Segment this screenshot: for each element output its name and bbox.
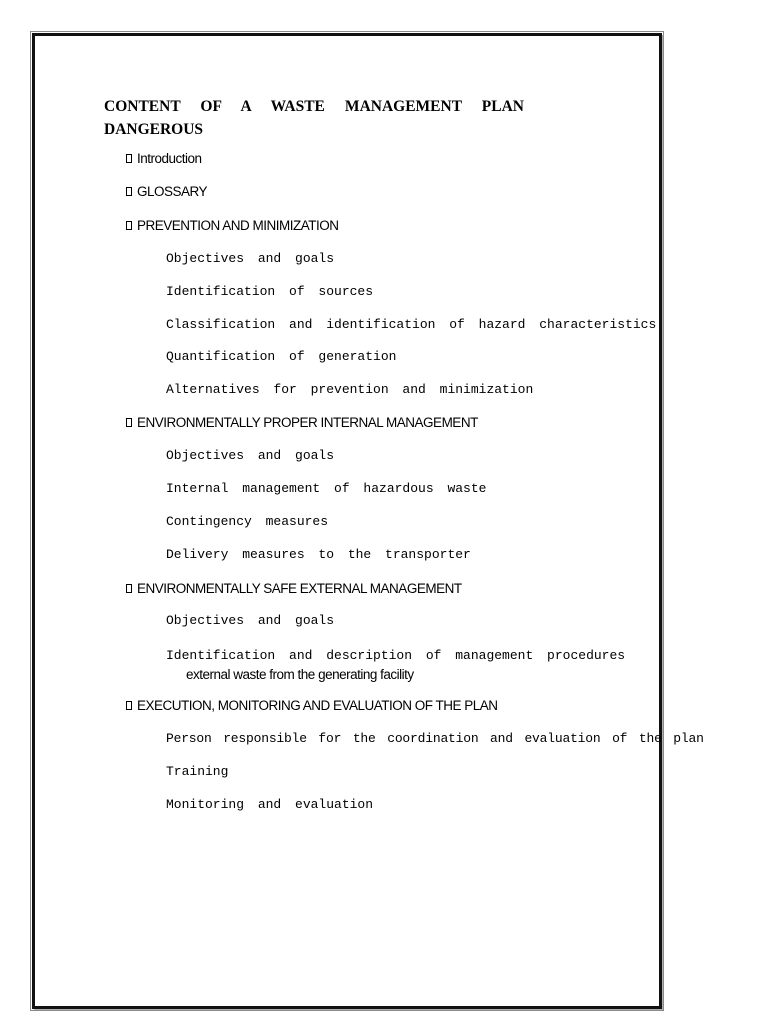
checkbox-bullet-icon — [126, 584, 132, 593]
section-execution — [126, 698, 498, 713]
checkbox-bullet-icon — [126, 221, 132, 230]
section-glossary — [126, 184, 207, 199]
document-title: CONTENT OF A WASTE MANAGEMENT PLAN — [104, 98, 524, 115]
document-page — [32, 33, 662, 1009]
list-item: Identification of sources — [166, 284, 374, 299]
list-item: Classification and identification of hazard characteristics — [166, 317, 657, 332]
list-item: Person responsible for the coordination and evaluation of the plan — [166, 731, 704, 746]
list-item: Training — [166, 764, 229, 779]
list-item-clipped — [166, 640, 656, 670]
list-item: Alternatives for prevention and minimization — [166, 382, 534, 397]
list-item: Objectives and goals — [166, 251, 335, 266]
section-label: Introduction — [137, 151, 202, 166]
section-label: EXECUTION, MONITORING AND EVALUATION OF THE PLAN — [137, 698, 498, 713]
checkbox-bullet-icon — [126, 418, 132, 427]
list-item: Contingency measures — [166, 514, 329, 529]
list-item: Monitoring and evaluation — [166, 797, 374, 812]
section-introduction — [126, 151, 202, 166]
checkbox-bullet-icon — [126, 154, 132, 163]
section-label: ENVIRONMENTALLY PROPER INTERNAL MANAGEMENT — [137, 415, 478, 430]
checkbox-bullet-icon — [126, 701, 132, 710]
list-item: Objectives and goals — [166, 448, 335, 463]
list-item: Internal management of hazardous waste — [166, 481, 487, 496]
section-prevention — [126, 218, 339, 233]
section-label: ENVIRONMENTALLY SAFE EXTERNAL MANAGEMENT — [137, 581, 462, 596]
checkbox-bullet-icon — [126, 187, 132, 196]
list-item: Delivery measures to the transporter — [166, 547, 471, 562]
list-item: Objectives and goals — [166, 613, 335, 628]
list-item-continuation: external waste from the generating facility — [186, 667, 414, 682]
document-title-continuation: DANGEROUS — [104, 121, 204, 138]
section-external-management — [126, 581, 462, 596]
list-item: Quantification of generation — [166, 349, 397, 364]
section-label: GLOSSARY — [137, 184, 208, 199]
section-label: PREVENTION AND MINIMIZATION — [137, 218, 339, 233]
section-internal-management — [126, 415, 478, 430]
list-item: Identification and description of management procedures — [166, 648, 626, 663]
